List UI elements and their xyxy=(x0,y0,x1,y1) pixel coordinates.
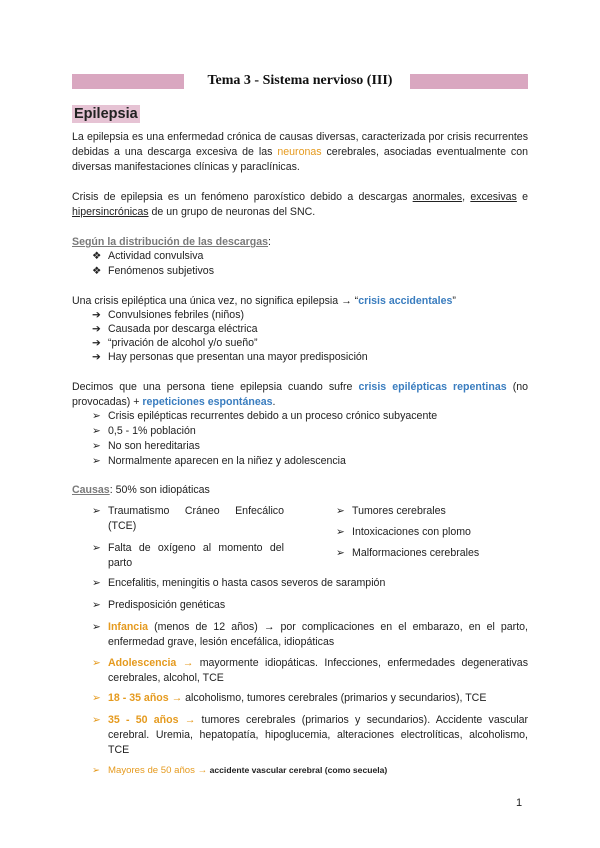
diamond-icon: ❖ xyxy=(92,265,102,277)
causes-heading: Causas: 50% son idiopáticas xyxy=(72,484,210,496)
list-item: ➢ Mayores de 50 años → accidente vascular cerebral (como secuela) xyxy=(92,765,388,776)
triangle-icon: ➢ xyxy=(92,621,101,633)
intro-paragraph: La epilepsia es una enfermedad crónica de causas diversas, caracterizada por crisis recurrentes debidas a una descarga excesiva de las neuronas cerebrales, asociadas eventualmente con diversas manifestaciones clínicas y paraclínicas. xyxy=(72,131,528,173)
list-item: ➢ 35 - 50 años → tumores cerebrales (primarios y secundarios). Accidente vascular cerebral. Uremia, hepatopatía, hipoglucemia, alteraciones electrolíticas, alcoholismo, TCE xyxy=(92,714,528,756)
list-item: ➢ 18 - 35 años → alcoholismo, tumores cerebrales (primarios y secundarios), TCE xyxy=(92,692,487,704)
list-item: ❖ Actividad convulsiva xyxy=(92,250,204,262)
list-item: ➔ “privación de alcohol y/o sueño” xyxy=(92,337,258,349)
page-title: Tema 3 - Sistema nervioso (III) xyxy=(0,73,600,89)
triangle-icon: ➢ xyxy=(336,547,345,559)
list-item: ➔ Causada por descarga eléctrica xyxy=(92,323,258,335)
list-item: ➢ Adolescencia → mayormente idiopáticas. Infecciones, enfermedades degenerativas cerebrales, alcohol, TCE xyxy=(92,657,528,684)
list-item: ➢ Encefalitis, meningitis o hasta casos severos de sarampión xyxy=(92,577,386,589)
arrow-icon: ➔ xyxy=(92,351,101,363)
list-item: ➢ Intoxicaciones con plomo xyxy=(336,526,471,538)
diamond-icon: ❖ xyxy=(92,250,102,262)
list-item: ➢ No son hereditarias xyxy=(92,440,200,452)
triangle-icon: ➢ xyxy=(92,542,101,554)
triangle-icon: ➢ xyxy=(336,505,345,517)
single-crisis-line: Una crisis epiléptica una única vez, no significa epilepsia → “crisis accidentales” xyxy=(72,295,456,307)
section-title: Epilepsia xyxy=(74,106,138,122)
triangle-icon: ➢ xyxy=(92,692,101,704)
triangle-icon: ➢ xyxy=(92,425,101,437)
distribution-heading: Según la distribución de las descargas: xyxy=(72,236,271,248)
list-item: ➢ Tumores cerebrales xyxy=(336,505,446,517)
list-item: ➢ Predisposición genéticas xyxy=(92,599,226,611)
list-item: ➢ Traumatismo Cráneo Enfecálico (TCE) xyxy=(92,505,284,532)
arrow-icon: ➔ xyxy=(92,323,101,335)
triangle-icon: ➢ xyxy=(92,765,101,776)
triangle-icon: ➢ xyxy=(92,714,101,726)
list-item: ➢ Falta de oxígeno al momento del parto xyxy=(92,542,284,569)
arrow-icon: ➔ xyxy=(92,337,101,349)
list-item: ➔ Convulsiones febriles (niños) xyxy=(92,309,245,321)
epilepsy-definition: Decimos que una persona tiene epilepsia cuando sufre crisis epilépticas repentinas (no provocadas) + repeticiones espontáneas. xyxy=(72,381,529,408)
triangle-icon: ➢ xyxy=(92,657,101,669)
list-item: ➢ 0,5 - 1% población xyxy=(92,425,196,437)
list-item: ➔ Hay personas que presentan una mayor predisposición xyxy=(92,351,368,363)
triangle-icon: ➢ xyxy=(92,455,101,467)
list-item: ➢ Malformaciones cerebrales xyxy=(336,547,480,559)
arrow-icon: ➔ xyxy=(92,309,101,321)
page-number: 1 xyxy=(516,797,523,809)
triangle-icon: ➢ xyxy=(92,410,101,422)
crisis-definition: Crisis de epilepsia es un fenómeno paroxístico debido a descargas anormales, excesivas e hipersincrónicas de un grupo de neuronas del SNC. xyxy=(72,191,529,218)
list-item: ❖ Fenómenos subjetivos xyxy=(92,265,214,277)
triangle-icon: ➢ xyxy=(336,526,345,538)
triangle-icon: ➢ xyxy=(92,505,101,517)
triangle-icon: ➢ xyxy=(92,599,101,611)
list-item: ➢ Infancia (menos de 12 años) → por complicaciones en el embarazo, en el parto, enfermedad grave, lesión encefálica, idiopáticas xyxy=(92,621,528,648)
triangle-icon: ➢ xyxy=(92,440,101,452)
triangle-icon: ➢ xyxy=(92,577,101,589)
list-item: ➢ Normalmente aparecen en la niñez y adolescencia xyxy=(92,455,346,467)
list-item: ➢ Crisis epilépticas recurrentes debido a un proceso crónico subyacente xyxy=(92,410,438,422)
